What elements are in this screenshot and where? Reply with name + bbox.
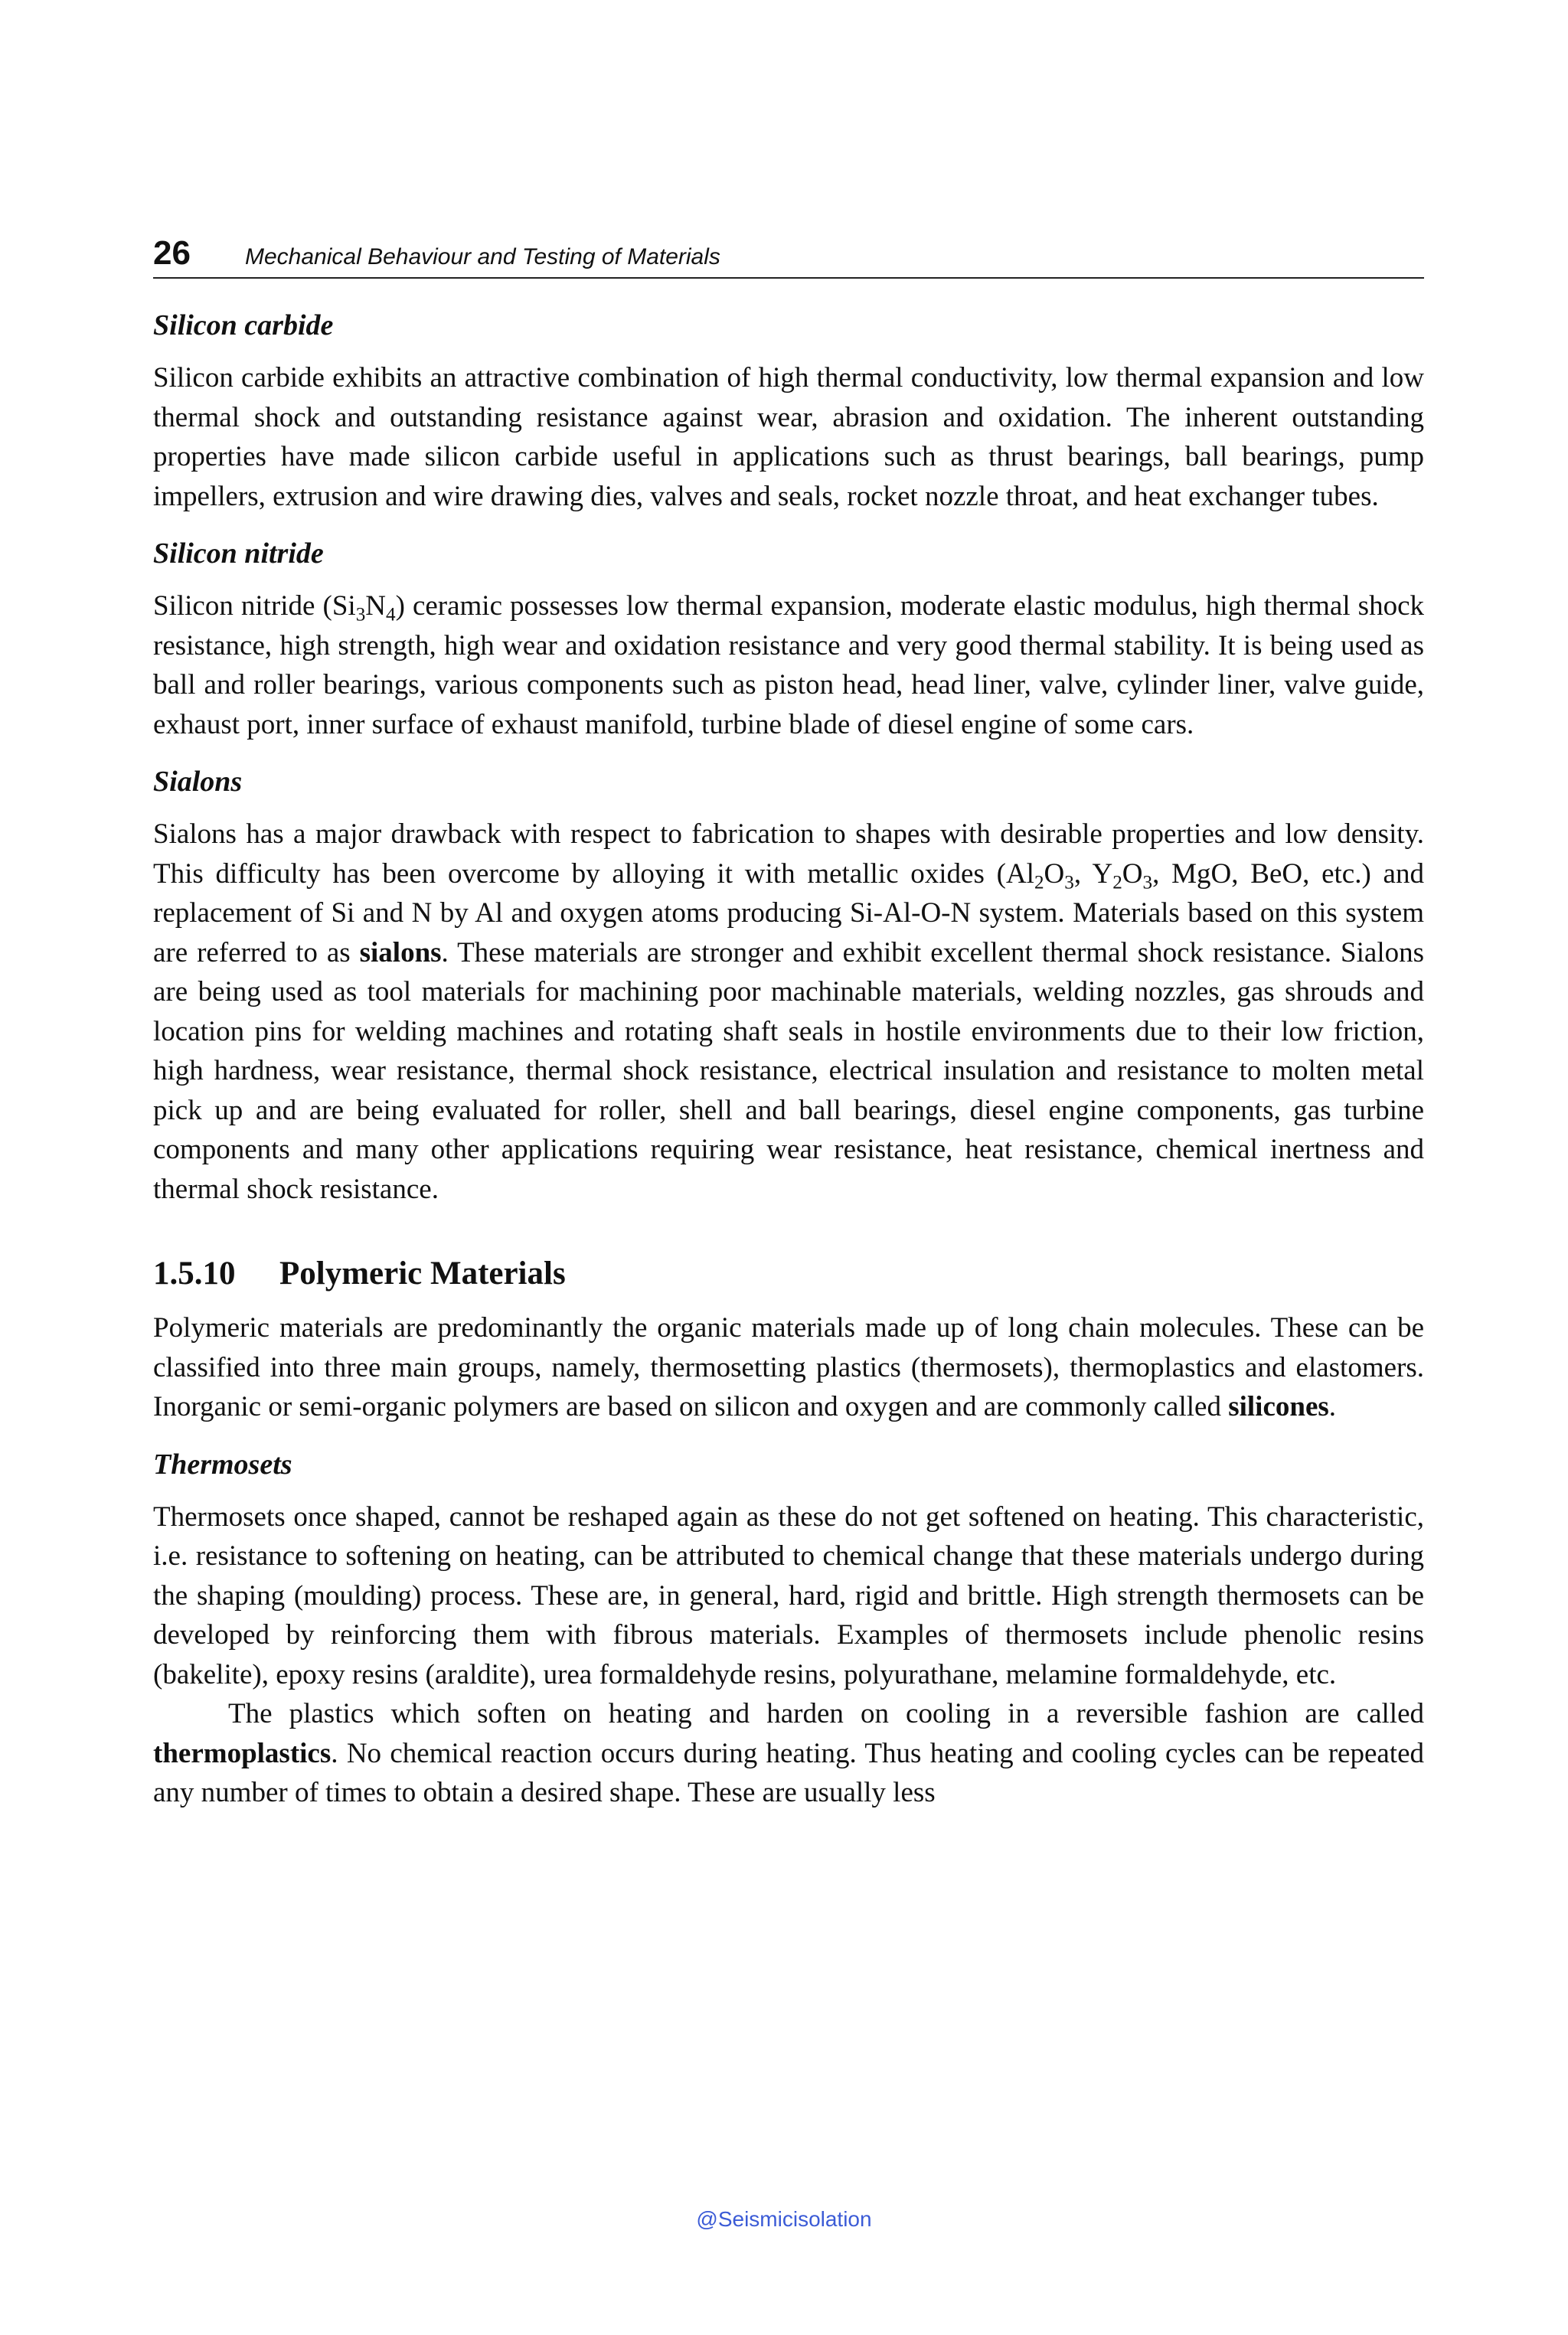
text-segment: . <box>1328 1391 1337 1422</box>
paragraph-thermoplastics <box>153 1694 1424 1813</box>
section-number: 1.5.10 <box>153 1256 236 1292</box>
text-segment: . No chemical reaction occurs during heating. Thus heating and cooling cycles can be repeated any number of times to obtain a desired shape. These are usually less <box>153 1737 1424 1808</box>
watermark: @Seismicisolation <box>696 2207 872 2231</box>
subscript: 3 <box>355 604 366 625</box>
heading-silicon-carbide: Silicon carbide <box>153 309 334 341</box>
text-segment: , Y <box>1073 857 1113 890</box>
subscript: 4 <box>386 604 396 625</box>
paragraph-sialons <box>153 815 1424 1209</box>
heading-silicon-nitride: Silicon nitride <box>153 537 324 570</box>
page-number: 26 <box>153 234 191 272</box>
text-segment: ) ceramic possesses low thermal expansion, moderate elastic modulus, high thermal shock resistance, high strength, high wear and oxidation resistance and very good thermal stability. It is being used as ball and roller bearings, various components such as piston head, head liner, valve, cylinder liner, valve guide, exhaust port, inner surface of exhaust manifold, turbine blade of diesel engine of some cars. <box>153 590 1424 740</box>
text-segment: O <box>1044 857 1065 890</box>
bold-term-thermoplastics: thermoplastics <box>153 1737 332 1769</box>
paragraph-silicon-nitride <box>153 586 1424 744</box>
text-segment: Polymeric materials are predominantly the organic materials made up of long chain molecules. These can be classified into three main groups, namely, thermosetting plastics (thermosets), thermoplastics and elastomers. Inorganic or semi-organic polymers are based on silicon and oxygen and are commonly called <box>153 1312 1424 1422</box>
text-segment: , MgO, BeO, etc.) and replacement of Si and N by Al and oxygen atoms producing Si-Al-O-N system. Materials based on this system are referred to as <box>153 857 1424 968</box>
section-heading-polymeric-materials <box>153 1253 1424 1295</box>
text-segment: O <box>1122 857 1143 890</box>
subscript: 2 <box>1112 872 1122 893</box>
text-segment: . These materials are stronger and exhibit excellent thermal shock resistance. Sialons are being used as tool materials for machining poor machinable materials, welding nozzles, gas shrouds and location pins for welding machines and rotating shaft seals in hostile environments due to their low friction, high hardness, wear resistance, thermal shock resistance, electrical insulation and resistance to molten metal pick up and are being evaluated for roller, shell and ball bearings, diesel engine components, gas turbine components and many other applications requiring wear resistance, heat resistance, chemical inertness and thermal shock resistance. <box>153 936 1424 1205</box>
text-segment: Silicon nitride (Si <box>153 590 356 622</box>
heading-thermosets: Thermosets <box>153 1448 292 1481</box>
paragraph-silicon-carbide: Silicon carbide exhibits an attractive combination of high thermal conductivity, low thermal expansion and low thermal shock and outstanding resistance against wear, abrasion and oxidation. The inherent outstanding properties have made silicon carbide useful in applications such as thrust bearings, ball bearings, pump impellers, extrusion and wire drawing dies, valves and seals, rocket nozzle throat, and heat exchanger tubes. <box>153 362 1424 512</box>
text-segment: N <box>365 590 386 622</box>
paragraph-polymeric-materials <box>153 1308 1424 1427</box>
paragraph-thermosets: Thermosets once shaped, cannot be reshaped again as these do not get softened on heating. This characteristic, i.e. resistance to softening on heating, can be attributed to chemical change that these materials undergo during the shaping (moulding) process. These are, in general, hard, rigid and brittle. High strength thermosets can be developed by reinforcing them with fibrous materials. Examples of thermosets include phenolic resins (bakelite), epoxy resins (araldite), urea formaldehyde resins, polyurathane, melamine formaldehyde, etc. <box>153 1501 1424 1690</box>
section-title: Polymeric Materials <box>279 1256 566 1292</box>
subscript: 3 <box>1064 872 1074 893</box>
heading-sialons: Sialons <box>153 766 243 798</box>
running-title: Mechanical Behaviour and Testing of Materials <box>245 244 720 269</box>
bold-term-sialons: sialons <box>359 936 442 968</box>
page-header <box>153 231 1424 279</box>
subscript: 2 <box>1034 872 1044 893</box>
text-segment: Sialons has a major drawback with respect to fabrication to shapes with desirable properties and low density. This difficulty has been overcome by alloying it with metallic oxides (Al <box>153 818 1424 890</box>
text-segment: The plastics which soften on heating and harden on cooling in a reversible fashion are called <box>228 1698 1424 1729</box>
bold-term-silicones: silicones <box>1228 1391 1329 1422</box>
page-body <box>153 306 1424 1813</box>
subscript: 3 <box>1142 872 1153 893</box>
